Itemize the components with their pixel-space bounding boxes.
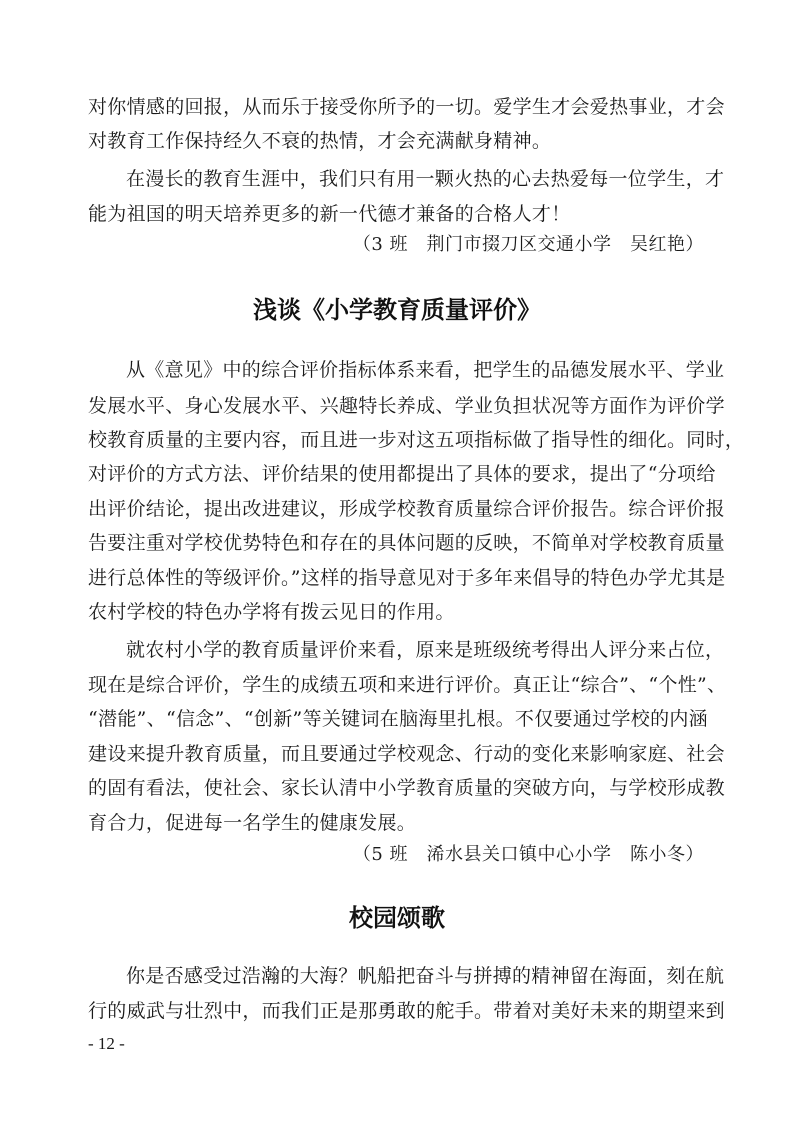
paragraph-line: 育合力，促进每一名学生的健康发展。 xyxy=(88,812,417,834)
paragraph-line: 行的威武与壮烈中，而我们正是那勇敢的舵手。带着对美好未来的期望来到 xyxy=(88,1000,725,1022)
page-number: - 12 - xyxy=(88,1034,125,1053)
paragraph-line: 校教育质量的主要内容，而且进一步对这五项指标做了指导性的细化。同时， xyxy=(88,429,745,451)
paragraph-line: 现在是综合评价，学生的成绩五项和来进行评价。真正让“综合”、“个性”、 xyxy=(88,674,727,696)
paragraph-line: 告要注重对学校优势特色和存在的具体问题的反映，不简单对学校教育质量 xyxy=(88,532,725,554)
article-title: 校园颂歌 xyxy=(349,904,445,932)
paragraph-line: 的固有看法，使社会、家长认清中小学教育质量的突破方向，与学校形成教 xyxy=(88,777,725,799)
paragraph-line: 就农村小学的教育质量评价来看，原来是班级统考得出人评分来占位， xyxy=(126,639,725,661)
paragraph-line: 出评价结论，提出改进建议，形成学校教育质量综合评价报告。综合评价报 xyxy=(88,498,725,520)
paragraph-line: 发展水平、身心发展水平、兴趣特长养成、学业负担状况等方面作为评价学 xyxy=(88,395,725,417)
paragraph-line: 从《意见》中的综合评价指标体系来看，把学生的品德发展水平、学业 xyxy=(126,359,725,381)
author-attribution: （3 班 荆门市掇刀区交通小学 吴红艳） xyxy=(352,234,704,255)
paragraph-line: 农村学校的特色办学将有拨云见日的作用。 xyxy=(88,601,455,623)
author-attribution: （5 班 浠水县关口镇中心小学 陈小冬） xyxy=(352,844,704,865)
paragraph-line: 建设来提升教育质量，而且要通过学校观念、行动的变化来影响家庭、社会 xyxy=(88,743,725,765)
paragraph-line: 对你情感的回报，从而乐于接受你所予的一切。爱学生才会爱热事业，才会 xyxy=(88,96,725,118)
article-title: 浅谈《小学教育质量评价》 xyxy=(253,296,541,324)
paragraph-line: 进行总体性的等级评价。”这样的指导意见对于多年来倡导的特色办学尤其是 xyxy=(88,567,726,589)
paragraph-line: 对教育工作保持经久不衰的热情，才会充满献身精神。 xyxy=(88,130,552,152)
paragraph-line: 对评价的方式方法、评价结果的使用都提出了具体的要求，提出了“分项给 xyxy=(88,463,716,485)
paragraph-line: “潜能”、“信念”、“创新”等关键词在脑海里扎根。不仅要通过学校的内涵 xyxy=(88,708,708,730)
paragraph-line: 在漫长的教育生涯中，我们只有用一颗火热的心去热爱每一位学生，才 xyxy=(126,168,725,190)
paragraph-line: 能为祖国的明天培养更多的新一代德才兼备的合格人才！ xyxy=(88,203,571,225)
paragraph-line: 你是否感受过浩瀚的大海？帆船把奋斗与拼搏的精神留在海面，刻在航 xyxy=(126,965,725,987)
